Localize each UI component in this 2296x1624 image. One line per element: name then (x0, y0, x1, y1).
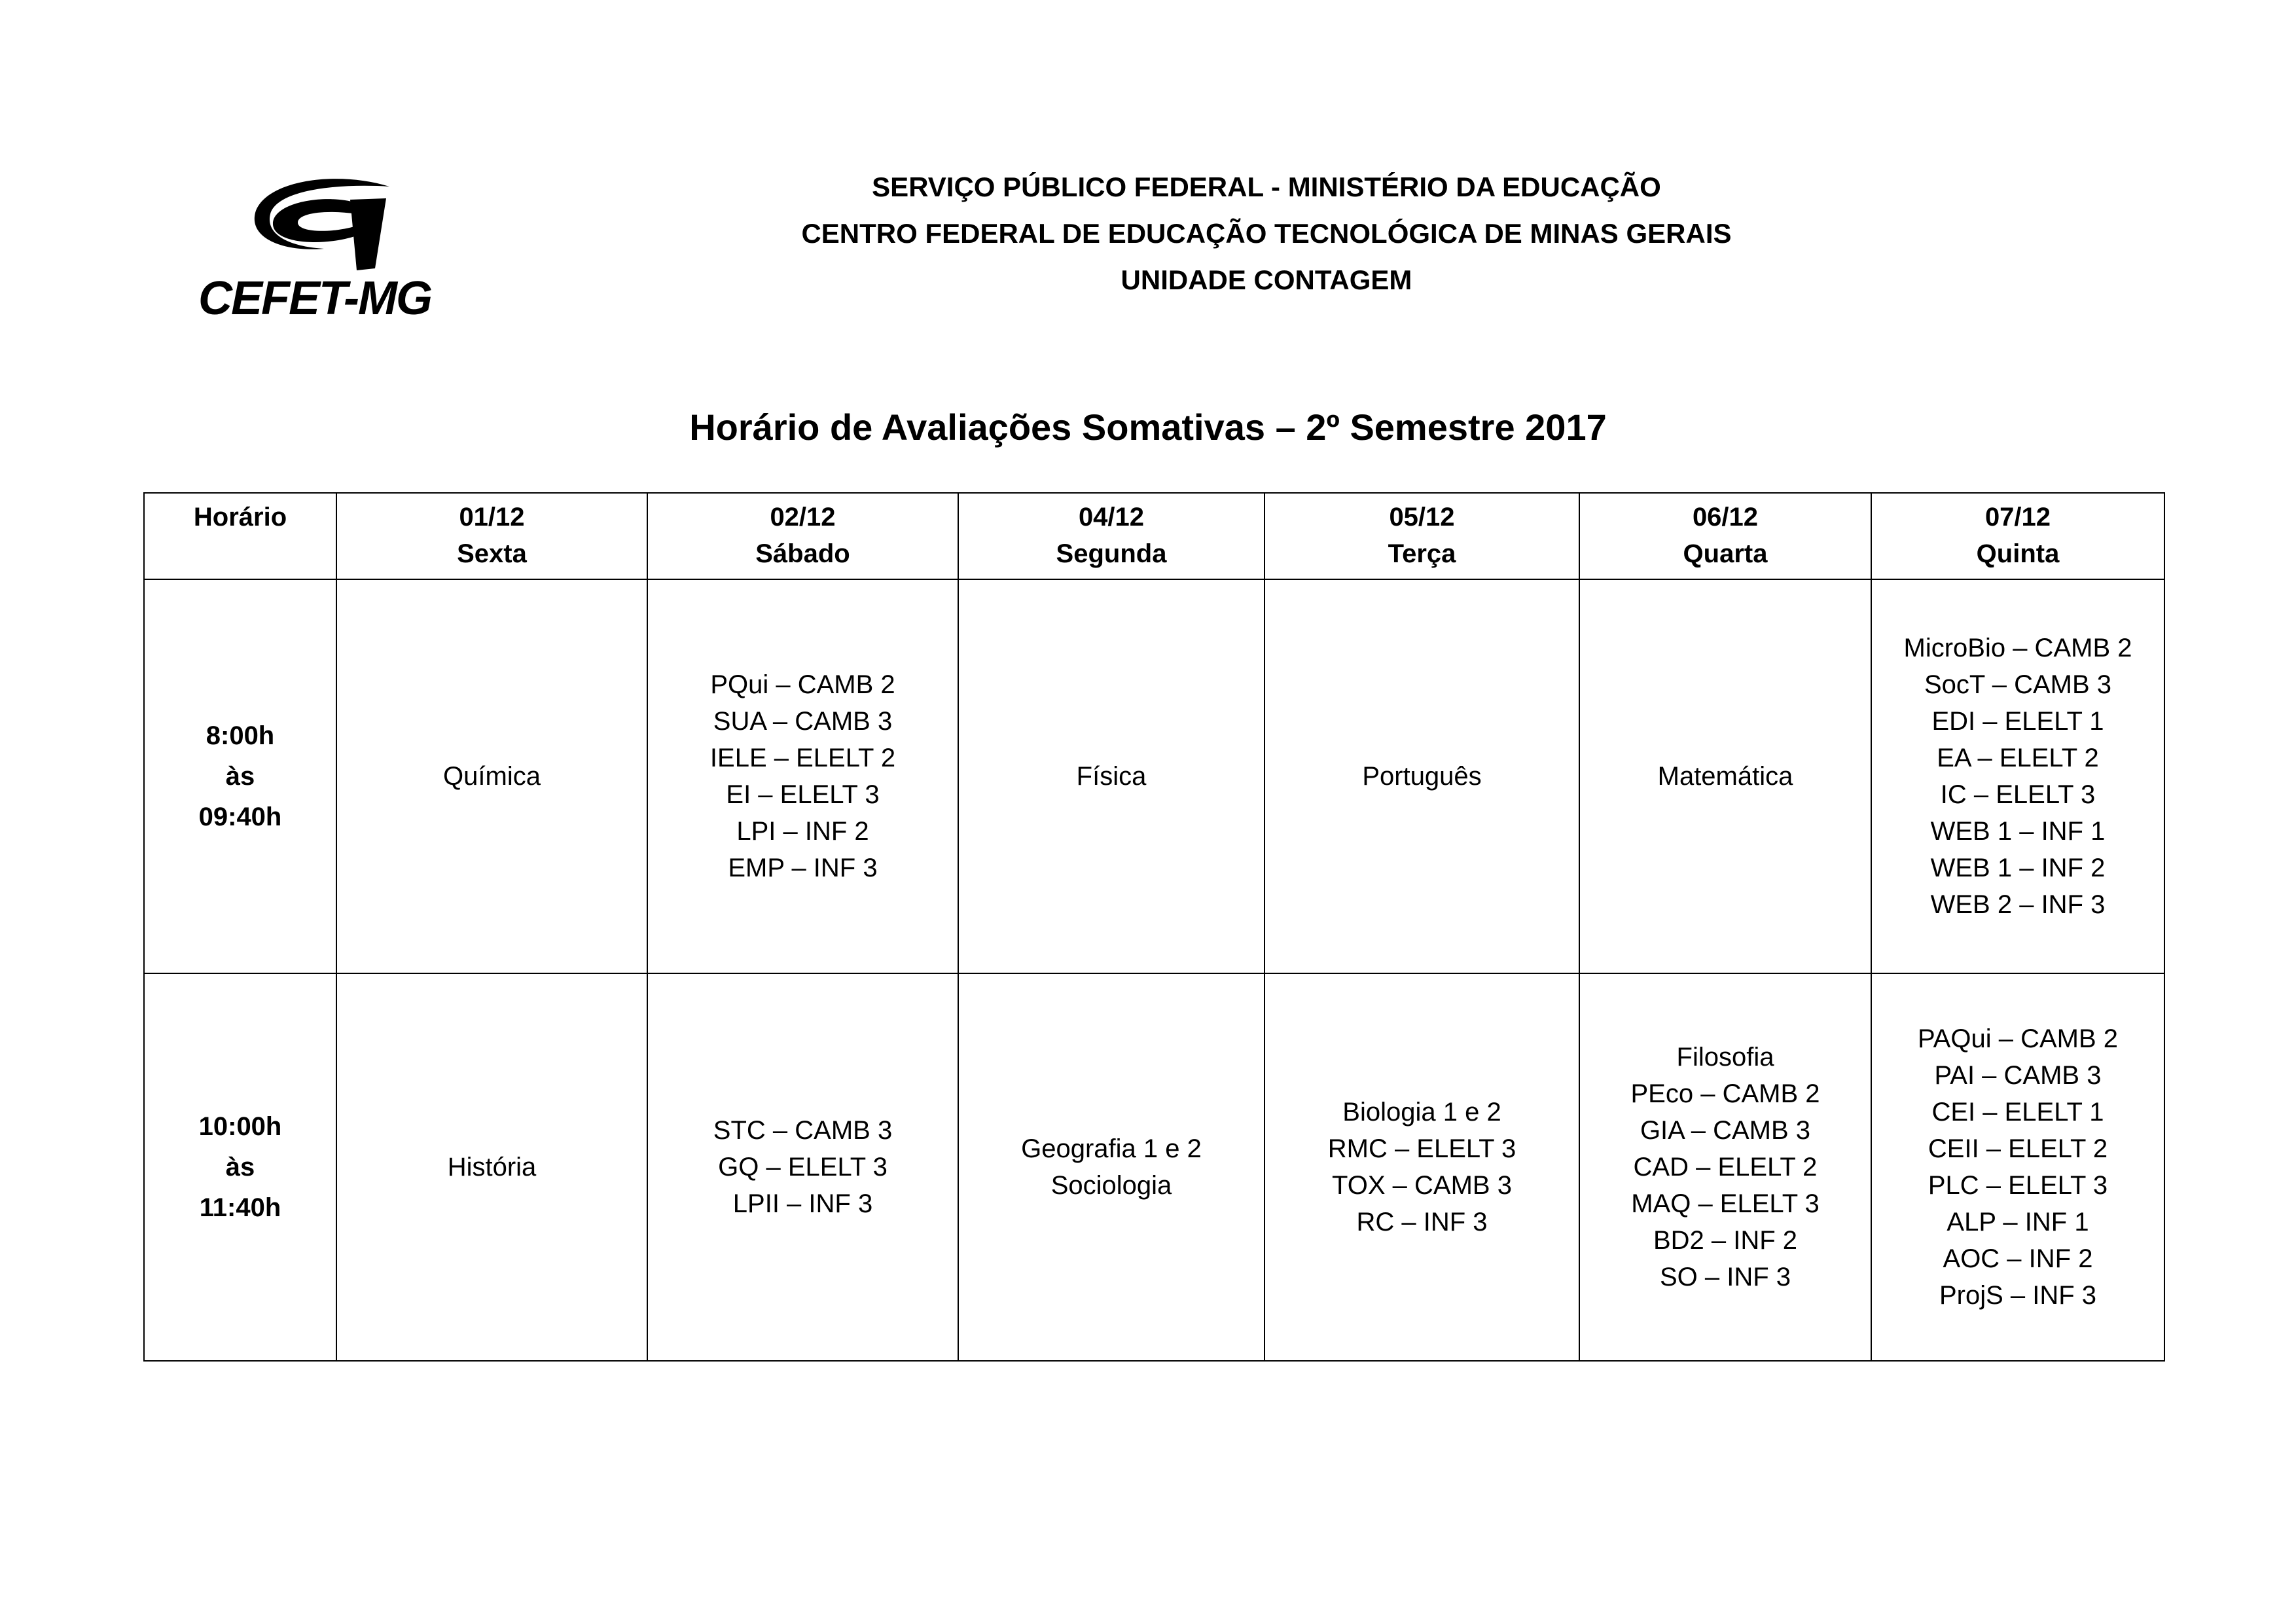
time-slot-cell: 10:00h às 11:40h (144, 973, 336, 1361)
exam-cell: História (336, 973, 647, 1361)
exam-schedule-table (143, 492, 2165, 1362)
column-header: 06/12 Quarta (1579, 493, 1871, 579)
document-title: Horário de Avaliações Somativas – 2º Semestre 2017 (689, 406, 1607, 448)
table-header-row (144, 493, 2164, 579)
header-line-3: UNIDADE CONTAGEM (1121, 264, 1412, 295)
column-header: 04/12 Segunda (958, 493, 1265, 579)
column-header: 01/12 Sexta (336, 493, 647, 579)
exam-cell: Filosofia PEco – CAMB 2 GIA – CAMB 3 CAD – ELELT 2 MAQ – ELELT 3 BD2 – INF 2 SO – INF 3 (1579, 973, 1871, 1361)
institution-header (655, 164, 1878, 303)
header-line-1: SERVIÇO PÚBLICO FEDERAL - MINISTÉRIO DA EDUCAÇÃO (872, 171, 1661, 202)
header-line-2: CENTRO FEDERAL DE EDUCAÇÃO TECNOLÓGICA DE MINAS GERAIS (801, 218, 1732, 249)
exam-cell: PAQui – CAMB 2 PAI – CAMB 3 CEI – ELELT 1 CEII – ELELT 2 PLC – ELELT 3 ALP – INF 1 AOC – INF 2 ProjS – INF 3 (1871, 973, 2164, 1361)
table-row (144, 579, 2164, 973)
exam-cell: Português (1265, 579, 1579, 973)
column-header: 02/12 Sábado (647, 493, 958, 579)
exam-cell: MicroBio – CAMB 2 SocT – CAMB 3 EDI – ELELT 1 EA – ELELT 2 IC – ELELT 3 WEB 1 – INF 1 WEB 1 – INF 2 WEB 2 – INF 3 (1871, 579, 2164, 973)
table-row (144, 973, 2164, 1361)
exam-cell: Física (958, 579, 1265, 973)
time-slot-cell: 8:00h às 09:40h (144, 579, 336, 973)
column-header: 07/12 Quinta (1871, 493, 2164, 579)
column-header: Horário (144, 493, 336, 579)
column-header: 05/12 Terça (1265, 493, 1579, 579)
exam-cell: PQui – CAMB 2 SUA – CAMB 3 IELE – ELELT 2 EI – ELELT 3 LPI – INF 2 EMP – INF 3 (647, 579, 958, 973)
exam-cell: Biologia 1 e 2 RMC – ELELT 3 TOX – CAMB 3 RC – INF 3 (1265, 973, 1579, 1361)
cefet-swoosh-icon (193, 173, 468, 272)
exam-cell: STC – CAMB 3 GQ – ELELT 3 LPII – INF 3 (647, 973, 958, 1361)
exam-cell: Matemática (1579, 579, 1871, 973)
cefet-mg-logo (193, 173, 468, 331)
logo-text: CEFET-MG (198, 272, 431, 325)
exam-cell: Geografia 1 e 2 Sociologia (958, 973, 1265, 1361)
exam-cell: Química (336, 579, 647, 973)
